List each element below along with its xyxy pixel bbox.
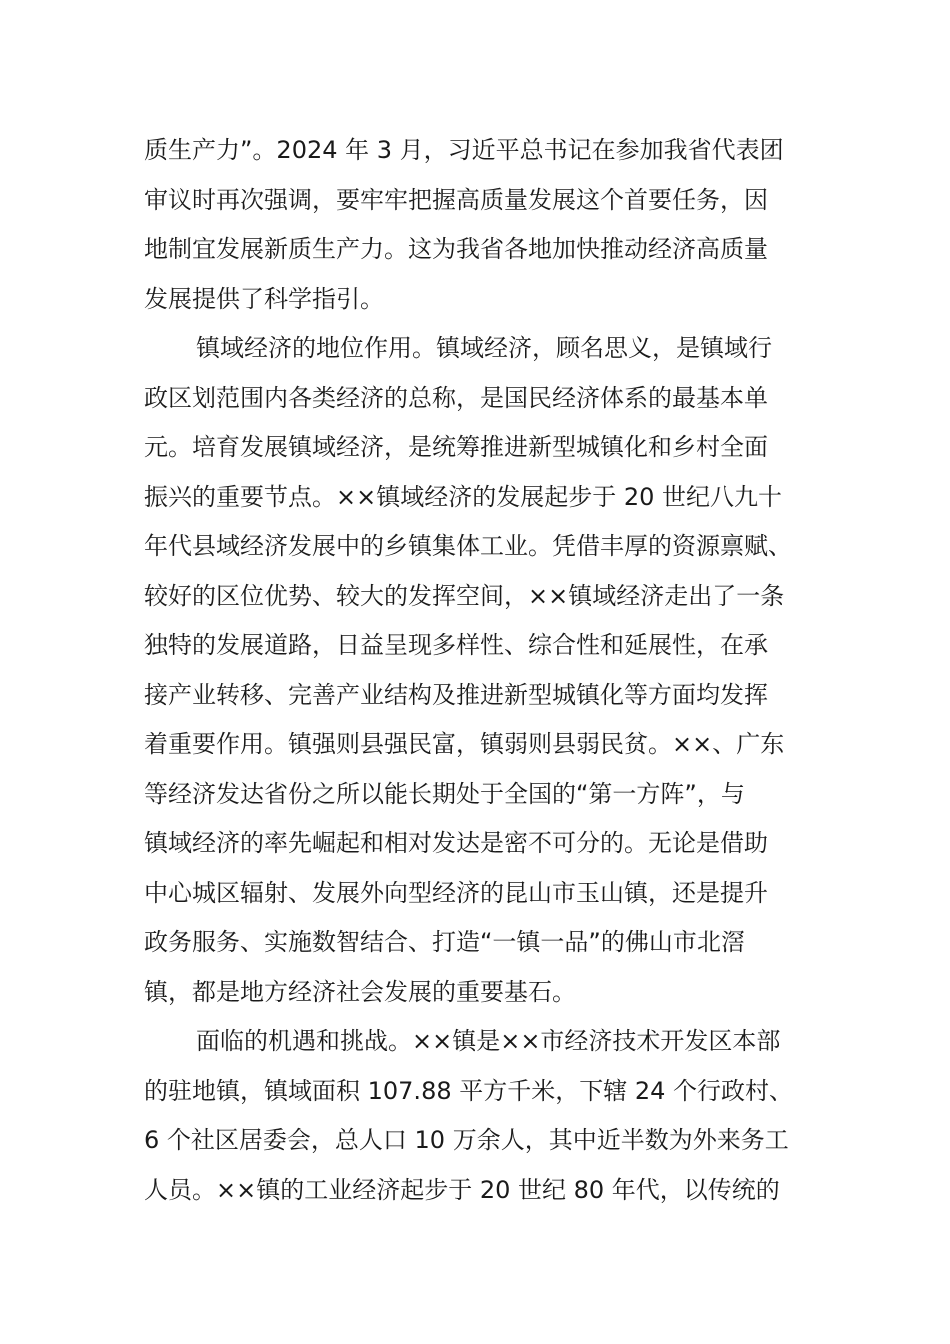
text-line: 审议时再次强调，要牢牢把握高质量发展这个首要任务，因	[144, 185, 768, 214]
text-line: 地制宜发展新质生产力。这为我省各地加快推动经济高质量	[144, 235, 768, 263]
text-line: 的驻地镇，镇域面积 107.88 平方千米，下辖 24 个行政村、	[144, 1076, 794, 1105]
text-line: 等经济发达省份之所以能长期处于全国的“第一方阵”，与	[144, 779, 745, 808]
text-line: 质生产力”。2024 年 3 月，习近平总书记在参加我省代表团	[144, 136, 784, 164]
document-body	[144, 126, 814, 1215]
text-line: 中心城区辐射、发展外向型经济的昆山市玉山镇，还是提升	[144, 878, 768, 907]
text-line: 6 个社区居委会，总人口 10 万余人，其中近半数为外来务工	[144, 1126, 789, 1154]
text-line: 接产业转移、完善产业结构及推进新型城镇化等方面均发挥	[144, 680, 768, 709]
text-line: 独特的发展道路，日益呈现多样性、综合性和延展性，在承	[144, 631, 768, 659]
text-line: 发展提供了科学指引。	[144, 284, 384, 313]
text-line: 镇域经济的率先崛起和相对发达是密不可分的。无论是借助	[144, 829, 768, 857]
text-line: 元。培育发展镇域经济，是统筹推进新型城镇化和乡村全面	[144, 433, 768, 461]
text-line: 振兴的重要节点。××镇域经济的发展起步于 20 世纪八九十	[144, 482, 783, 511]
text-line: 较好的区位优势、较大的发挥空间，××镇域经济走出了一条	[144, 581, 785, 610]
text-line: 人员。××镇的工业经济起步于 20 世纪 80 年代，以传统的	[144, 1175, 780, 1204]
text-line: 年代县域经济发展中的乡镇集体工业。凭借丰厚的资源禀赋、	[144, 532, 792, 560]
text-line: 政区划范围内各类经济的总称，是国民经济体系的最基本单	[144, 383, 768, 412]
paragraph-heading-line: 面临的机遇和挑战。××镇是××市经济技术开发区本部	[196, 1027, 781, 1055]
text-line: 镇，都是地方经济社会发展的重要基石。	[144, 977, 576, 1006]
text-line: 政务服务、实施数智结合、打造“一镇一品”的佛山市北滘	[144, 928, 745, 956]
text-line: 着重要作用。镇强则县强民富，镇弱则县弱民贫。××、广东	[144, 730, 785, 758]
paragraph-heading-line: 镇域经济的地位作用。镇域经济，顾名思义，是镇域行	[196, 334, 772, 362]
